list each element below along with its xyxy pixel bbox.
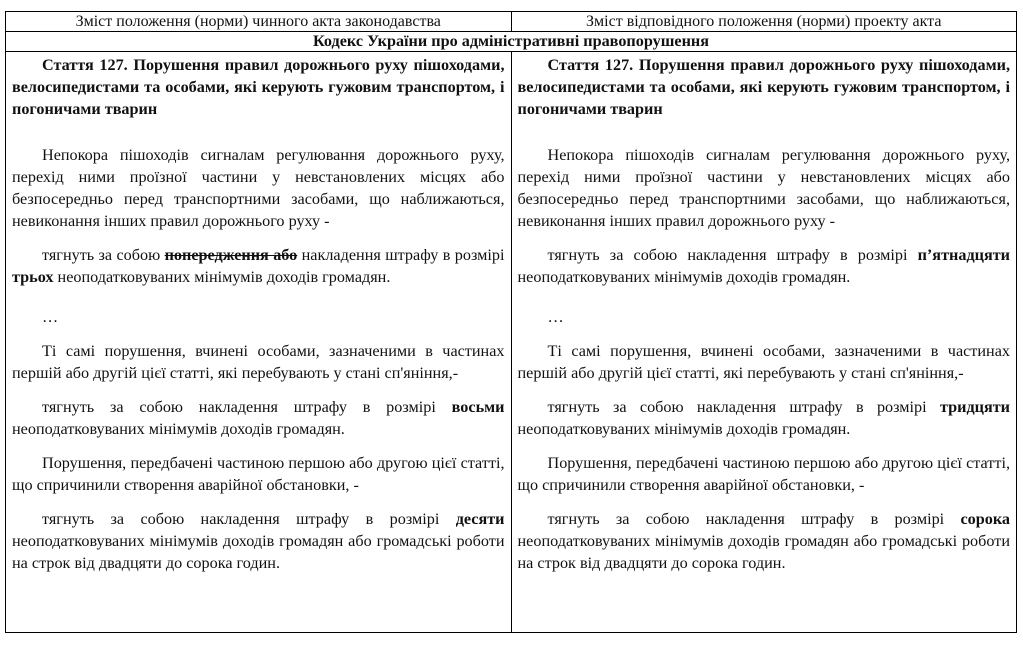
current-p2-text-a: тягнуть за собою	[42, 246, 165, 264]
code-title-row	[6, 32, 1017, 52]
draft-paragraph-3: Ті самі порушення, вчинені особами, зазначеними в частинах першій або другій цієї статті, які перебувають у стані сп'яніння,-	[517, 342, 1010, 382]
current-p2-text-c: неоподатковуваних мінімумів доходів громадян.	[53, 268, 391, 286]
current-p2-bold-amount: трьох	[12, 268, 54, 286]
draft-p4-text-b: неоподатковуваних мінімумів доходів громадян.	[517, 420, 851, 438]
comparison-table	[5, 11, 1017, 633]
current-p6-bold-amount: десяти	[455, 510, 505, 528]
header-draft: Зміст відповідного положення (норми) проекту акта	[511, 12, 1017, 32]
draft-p6-bold-amount: сорока	[960, 510, 1010, 528]
draft-paragraph-5: Порушення, передбачені частиною першою або другою цієї статті, що спричинили створення аварійної обстановки, -	[517, 454, 1010, 494]
draft-ellipsis: …	[547, 308, 564, 326]
current-p6-text-a: тягнуть за собою накладення штрафу в розмірі	[42, 510, 456, 528]
current-p2-text-b: накладення штрафу в розмірі	[297, 246, 505, 264]
code-title: Кодекс України про адміністративні правопорушення	[6, 32, 1017, 52]
current-ellipsis: …	[42, 308, 59, 326]
draft-column	[511, 52, 1017, 633]
draft-paragraph-4	[518, 396, 1011, 440]
draft-p6-text-a: тягнуть за собою накладення штрафу в розмірі	[547, 510, 961, 528]
current-p4-text-b: неоподатковуваних мінімумів доходів громадян.	[12, 420, 345, 438]
current-p2-struck-text: попередження або	[164, 246, 298, 264]
draft-paragraph-6	[518, 508, 1011, 574]
current-paragraph-6	[12, 508, 505, 574]
current-paragraph-3: Ті самі порушення, вчинені особами, зазначеними в частинах першій або другій цієї статті, які перебувають у стані сп'яніння,-	[12, 342, 505, 382]
draft-article-title: Стаття 127. Порушення правил дорожнього руху пішоходами, велосипедистами та особами, які керують гужовим транспортом, і погоничами тварин	[517, 56, 1010, 118]
draft-p2-bold-amount: п’ятнадцяти	[917, 246, 1010, 264]
draft-paragraph-2	[518, 244, 1011, 288]
current-p6-text-b: неоподатковуваних мінімумів доходів громадян або громадські роботи на строк від двадцяти до сорока годин.	[12, 532, 505, 572]
draft-p4-bold-amount: тридцяти	[939, 398, 1010, 416]
draft-p6-text-b: неоподатковуваних мінімумів доходів громадян або громадські роботи на строк від двадцяти до сорока годин.	[517, 532, 1010, 572]
current-p4-bold-amount: восьми	[451, 398, 505, 416]
draft-p2-text-a: тягнуть за собою накладення штрафу в розмірі	[547, 246, 918, 264]
content-row	[6, 52, 1017, 633]
current-article-title: Стаття 127. Порушення правил дорожнього руху пішоходами, велосипедистами та особами, які керують гужовим транспортом, і погоничами тварин	[12, 56, 505, 118]
current-column	[6, 52, 512, 633]
header-row	[6, 12, 1017, 32]
current-p4-text-a: тягнуть за собою накладення штрафу в розмірі	[42, 398, 452, 416]
draft-p4-text-a: тягнуть за собою накладення штрафу в розмірі	[547, 398, 940, 416]
current-paragraph-4	[12, 396, 505, 440]
draft-paragraph-1: Непокора пішоходів сигналам регулювання дорожнього руху, перехід ними проїзної частини у невстановлених місцях або безпосередньо перед транспортними засобами, що наближаються, невиконання інших правил дорожнього руху -	[517, 146, 1010, 230]
draft-p2-text-b: неоподатковуваних мінімумів доходів громадян.	[517, 268, 851, 286]
current-paragraph-5: Порушення, передбачені частиною першою або другою цієї статті, що спричинили створення аварійної обстановки, -	[12, 454, 505, 494]
current-paragraph-2	[12, 244, 505, 288]
header-current: Зміст положення (норми) чинного акта законодавства	[6, 12, 512, 32]
current-paragraph-1: Непокора пішоходів сигналам регулювання дорожнього руху, перехід ними проїзної частини у невстановлених місцях або безпосередньо перед транспортними засобами, що наближаються, невиконання інших правил дорожнього руху -	[12, 146, 505, 230]
